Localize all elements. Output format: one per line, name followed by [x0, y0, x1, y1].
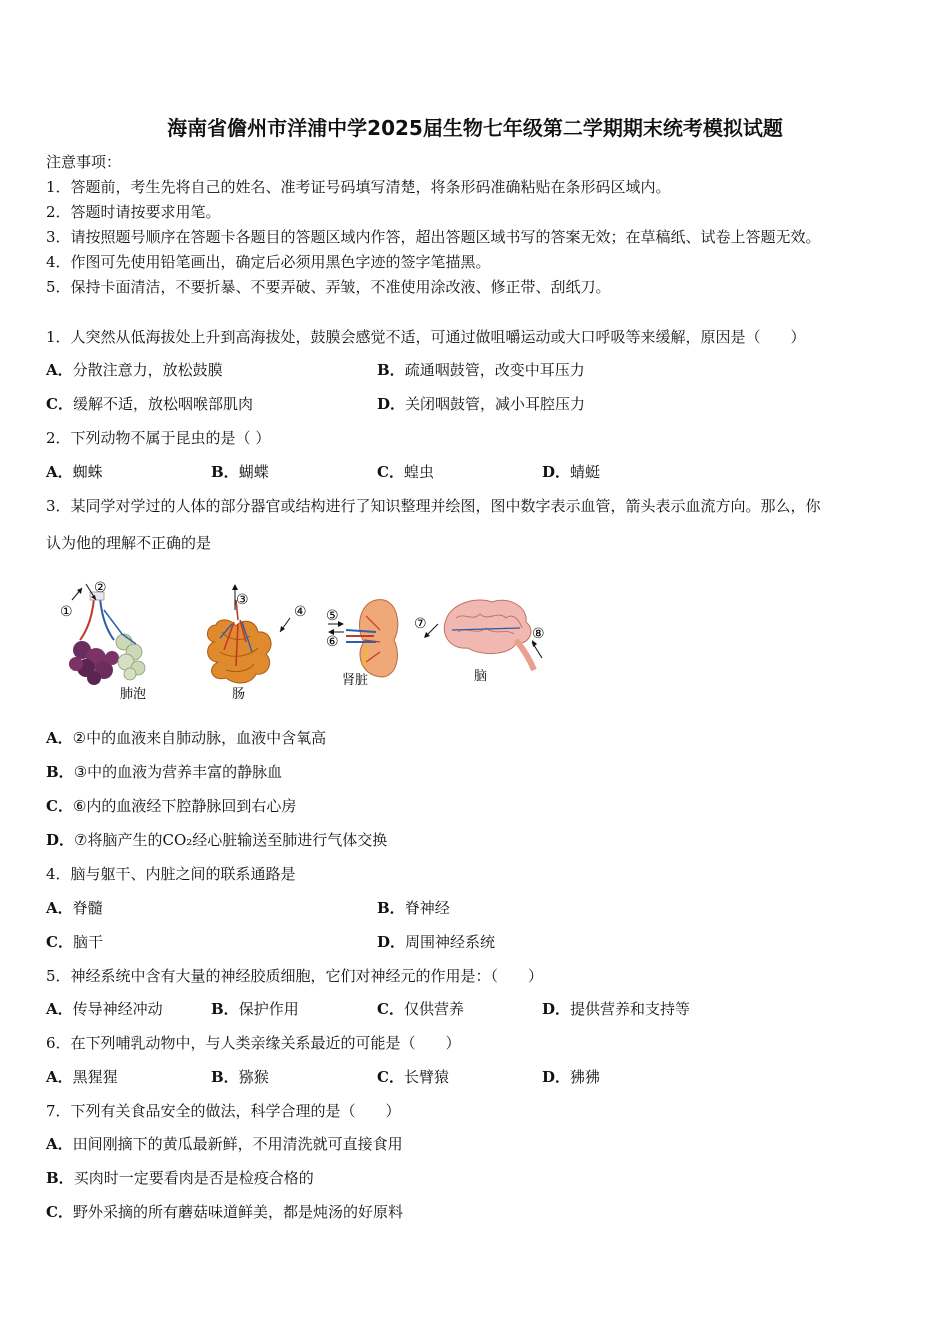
option-text: 买肉时一定要看肉是否是检疫合格的 [73, 1169, 314, 1187]
option-label: D． [377, 395, 406, 413]
option-text: ②中的血液来自肺动脉，血液中含氧高 [72, 729, 327, 747]
option [46, 762, 282, 782]
figure-label: 肠 [232, 687, 246, 702]
notice-item: 4．作图可先使用铅笔画出，确定后必须用黑色字迹的签字笔描黑。 [46, 253, 491, 271]
option [211, 462, 269, 482]
option-label: C． [46, 797, 73, 815]
option-text: 提供营养和支持等 [570, 1000, 691, 1018]
notice-item: 1．答题前，考生先将自己的姓名、准考证号码填写清楚，将条形码准确粘贴在条形码区域内。 [46, 178, 671, 196]
option-text: 分散注意力，放松鼓膜 [72, 361, 223, 379]
option-text: ③中的血液为营养丰富的静脉血 [73, 763, 283, 781]
option [377, 394, 585, 414]
figure-label: 脑 [474, 669, 488, 684]
option-text: 传导神经冲动 [72, 1000, 163, 1018]
option-text: 缓解不适，放松咽喉部肌肉 [72, 395, 253, 413]
option-label: B． [377, 361, 405, 379]
notice-item: 5．保持卡面清洁，不要折暴、不要弄破、弄皱，不准使用涂改液、修正带、刮纸刀。 [46, 278, 611, 296]
option [46, 1134, 403, 1154]
number-label: ④ [294, 604, 307, 620]
number-label: ⑦ [414, 616, 427, 632]
option-label: C． [46, 1203, 73, 1221]
option-text: 脑干 [72, 933, 103, 951]
option-label: A． [46, 899, 73, 917]
question-stem: 1．人突然从低海拔处上升到高海拔处，鼓膜会感觉不适，可通过做咀嚼运动或大口呼吸等来缓解，原因是（ ） [46, 328, 806, 346]
number-label: ⑧ [532, 626, 545, 642]
option [211, 999, 299, 1019]
option-label: D． [377, 933, 406, 951]
figure-label: 肺泡 [120, 687, 147, 702]
option-label: C． [377, 463, 404, 481]
option-text: 疏通咽鼓管，改变中耳压力 [404, 361, 585, 379]
intestine-illustration [207, 584, 290, 683]
option-text: 黑猩猩 [72, 1068, 118, 1086]
option-label: B． [46, 763, 74, 781]
option-label: B． [46, 1169, 74, 1187]
notice-item: 3．请按照题号顺序在答题卡各题目的答题区域内作答，超出答题区域书写的答案无效；在草稿纸、试卷上答题无效。 [46, 228, 821, 246]
option [46, 1202, 403, 1222]
option-label: D． [46, 831, 75, 849]
option-label: C． [46, 933, 73, 951]
option-text: ⑦将脑产生的CO₂经心脏输送至肺进行气体交换 [74, 831, 388, 849]
option [46, 898, 103, 918]
option-label: A． [46, 1068, 73, 1086]
number-label: ② [94, 580, 107, 596]
option [46, 360, 223, 380]
option [377, 1067, 449, 1087]
question-stem: 6．在下列哺乳动物中，与人类亲缘关系最近的可能是（ ） [46, 1034, 461, 1052]
alveoli-illustration [69, 584, 145, 685]
option-label: B． [211, 463, 239, 481]
question-stem-continued: 认为他的理解不正确的是 [46, 534, 212, 552]
question-stem: 2．下列动物不属于昆虫的是（ ） [46, 429, 271, 447]
option-text: 保护作用 [238, 1000, 299, 1018]
option-label: C． [46, 395, 73, 413]
option [46, 728, 326, 748]
option-text: 脊神经 [404, 899, 450, 917]
option [542, 1067, 600, 1087]
option-label: A． [46, 463, 73, 481]
brain-illustration [424, 600, 542, 670]
option-label: D． [542, 1068, 571, 1086]
option [377, 898, 450, 918]
option-text: 蜻蜓 [570, 463, 601, 481]
page-title: 海南省儋州市洋浦中学2025届生物七年级第二学期期末统考模拟试题 [167, 116, 783, 140]
option [377, 360, 585, 380]
option-text: 长臂猿 [403, 1068, 449, 1086]
option [377, 932, 495, 952]
option-text: 狒狒 [570, 1068, 601, 1086]
option [46, 932, 103, 952]
option-text: 仅供营养 [403, 1000, 464, 1018]
option [377, 999, 464, 1019]
option-text: 田间刚摘下的黄瓜最新鲜，不用清洗就可直接食用 [72, 1135, 403, 1153]
option-label: A． [46, 1135, 73, 1153]
figure-label: 肾脏 [342, 673, 369, 688]
question-stem: 7．下列有关食品安全的做法，科学合理的是（ ） [46, 1102, 401, 1120]
notice-item: 2．答题时请按要求用笔。 [46, 203, 221, 221]
option-text: 蜘蛛 [72, 463, 103, 481]
option-text: 周围神经系统 [405, 933, 496, 951]
option [542, 462, 600, 482]
option-text: 野外采摘的所有蘑菇味道鲜美，都是炖汤的好原料 [72, 1203, 403, 1221]
option [542, 999, 690, 1019]
option-label: B． [377, 899, 405, 917]
notice-heading: 注意事项： [46, 153, 122, 171]
number-label: ⑤ [326, 608, 339, 624]
option [46, 999, 163, 1019]
option-text: 蝗虫 [403, 463, 434, 481]
option-label: D． [542, 463, 571, 481]
option [46, 796, 296, 816]
option-text: ⑥内的血液经下腔静脉回到右心房 [72, 797, 297, 815]
option [211, 1067, 269, 1087]
question-stem: 4．脑与躯干、内脏之间的联系通路是 [46, 865, 296, 883]
option [46, 462, 103, 482]
option-label: A． [46, 729, 73, 747]
option-label: A． [46, 1000, 73, 1018]
option-text: 脊髓 [72, 899, 103, 917]
option [46, 1067, 118, 1087]
option-label: C． [377, 1068, 404, 1086]
option-label: B． [211, 1068, 239, 1086]
option [377, 462, 434, 482]
question-stem: 3．某同学对学过的人体的部分器官或结构进行了知识整理并绘图，图中数字表示血管，箭头表示血流方向。那么，你 [46, 497, 821, 515]
organ-figure [46, 570, 556, 710]
option-text: 蝴蝶 [238, 463, 269, 481]
number-label: ③ [236, 592, 249, 608]
question-stem: 5．神经系统中含有大量的神经胶质细胞，它们对神经元的作用是：（ ） [46, 967, 544, 985]
option-label: A． [46, 361, 73, 379]
number-label: ⑥ [326, 634, 339, 650]
option-label: C． [377, 1000, 404, 1018]
option [46, 830, 387, 850]
option [46, 1168, 314, 1188]
option [46, 394, 253, 414]
number-label: ① [60, 604, 73, 620]
option-label: B． [211, 1000, 239, 1018]
option-label: D． [542, 1000, 571, 1018]
option-text: 猕猴 [238, 1068, 269, 1086]
option-text: 关闭咽鼓管，减小耳腔压力 [405, 395, 586, 413]
